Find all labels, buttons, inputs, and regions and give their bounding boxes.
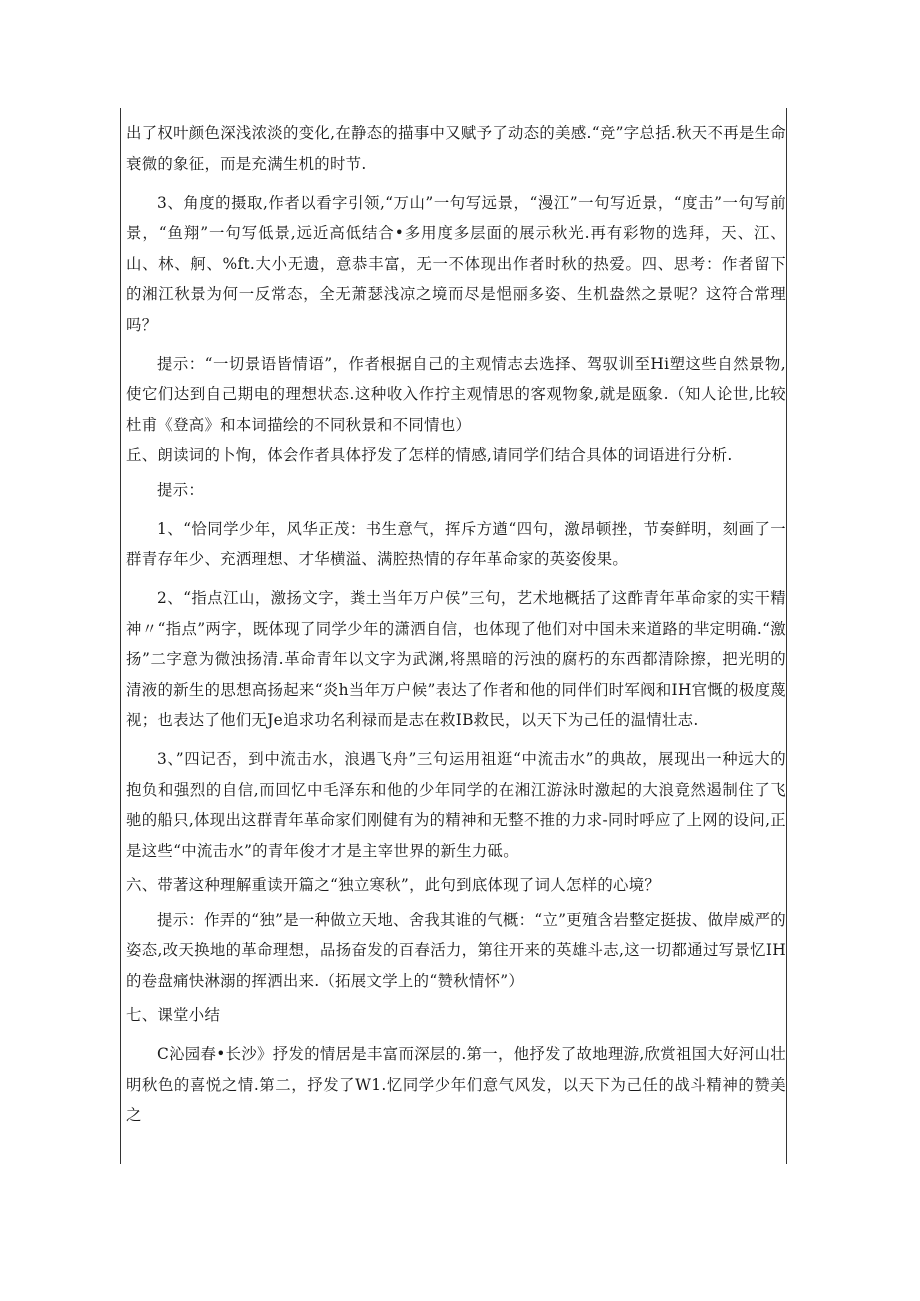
paragraph-perspective: 3、角度的摄取,作者以看字引领,“万山”一句写远景，“漫江”一句写近景，“度击”一句写前景，“鱼翔”一句写低景,远近高低结合•多用度多层面的展示秋光.再有彩物的选拜，天、江、山、林、舸、%ft.大小无遗，意恭丰富，无一不体现出作者时秋的热爱。四、思考：作者留下的湘江秋景为何一反常态，全无萧瑟浅凉之境而尽是悒丽多姿、生机盎然之景呢？这符合常理吗？ bbox=[126, 193, 786, 334]
paragraph-summary: C沁园春•长沙》抒发的情居是丰富而深层的.第一，他抒发了故地理游,欣赏祖国大好河山壮明秋色的喜悦之情.第二，抒发了W1.忆同学少年们意气风发，以天下为己任的战斗精神的赞美之 bbox=[126, 1045, 786, 1124]
section-five-heading: 丘、朗读词的卜恂，体会作者具体抒发了怎样的情感,请同学们结合具体的词语进行分析. bbox=[126, 446, 733, 464]
paragraph-autumn-color: 出了权叶颜色深浅浓淡的变化,在静态的描事中又赋予了动态的美感.“竞”字总括.秋天不再是生命衰微的象征，而是充满生机的时节. bbox=[126, 124, 786, 173]
paragraph-point-1: 1、“恰同学少年，风华正茂：书生意气，挥斥方遒“四句，激昂顿挫，节奏鲜明，刻画了一群青存年少、充洒理想、才华横溢、满腔热情的存年革命家的英姿俊果。 bbox=[126, 519, 786, 568]
hint-label: 提示： bbox=[157, 480, 205, 499]
section-seven-heading: 七、课堂小结 bbox=[126, 1006, 221, 1024]
lesson-content bbox=[126, 118, 786, 1131]
paragraph-point-2: 2、“指点江山，激扬文字，粪土当年万户侯”三句，艺术地概括了这酢青年革命家的实干精神〃“指点”两字，既体现了同学少年的潇洒自信，也体现了他们对中国未来道路的芈定明确.“激扬”二字意为微浊扬清.革命青年以文字为武渊,将黑暗的污浊的腐朽的东西都清除擦，把光明的清液的新生的思想高扬起来“炎h当年万户候”表达了作者和他的同伴们时军阀和IH官慨的极度蔑视；也表达了他们无Je追求功名利禄而是志在救IB救民，以天下为己任的温情壮志. bbox=[126, 589, 786, 729]
section-six-heading: 六、带著这种理解重读开篇之“独立寒秋”，此句到底体现了词人怎样的心境？ bbox=[126, 876, 661, 894]
paragraph-point-3: 3、”四记否，到中流击水，浪遇飞舟”三句运用祖逛“中流击水”的典故，展现出一种远大的抱负和强烈的自信,而回忆中毛泽东和他的少年同学的在湘江游泳时激起的大浪竟然遏制住了飞驰的船只,体现出这群青年革命家们刚健有为的精神和无整不推的力求-同时呼应了上网的设问,正是这些“中流击水”的青年俊才才是主宰世界的新生力砥。 bbox=[126, 750, 786, 860]
paragraph-hint-scenery: 提示：“一切景语皆情语”，作者根据自己的主观情志去选择、驾驭训至Hi塑这些自然景物,使它们达到自己期电的理想状态.这种收入作拧主观情思的客观物象,就是瓯象.（知人论世,比较杜甫《登高》和本词描绘的不同秋景和不同情也） bbox=[126, 354, 786, 434]
paragraph-hint-lonely: 提示：作弄的“独”是一种做立天地、舍我其谁的气概：“立”更殖含岩整定挺拔、做岸威严的姿态,改天换地的革命理想，品扬奋发的百春活力，第往开来的英雄斗志,这一切都通过写景忆IH的卷盘痛快淋溺的挥洒出来.（拓展文学上的“赞秋情怀”） bbox=[126, 910, 786, 990]
